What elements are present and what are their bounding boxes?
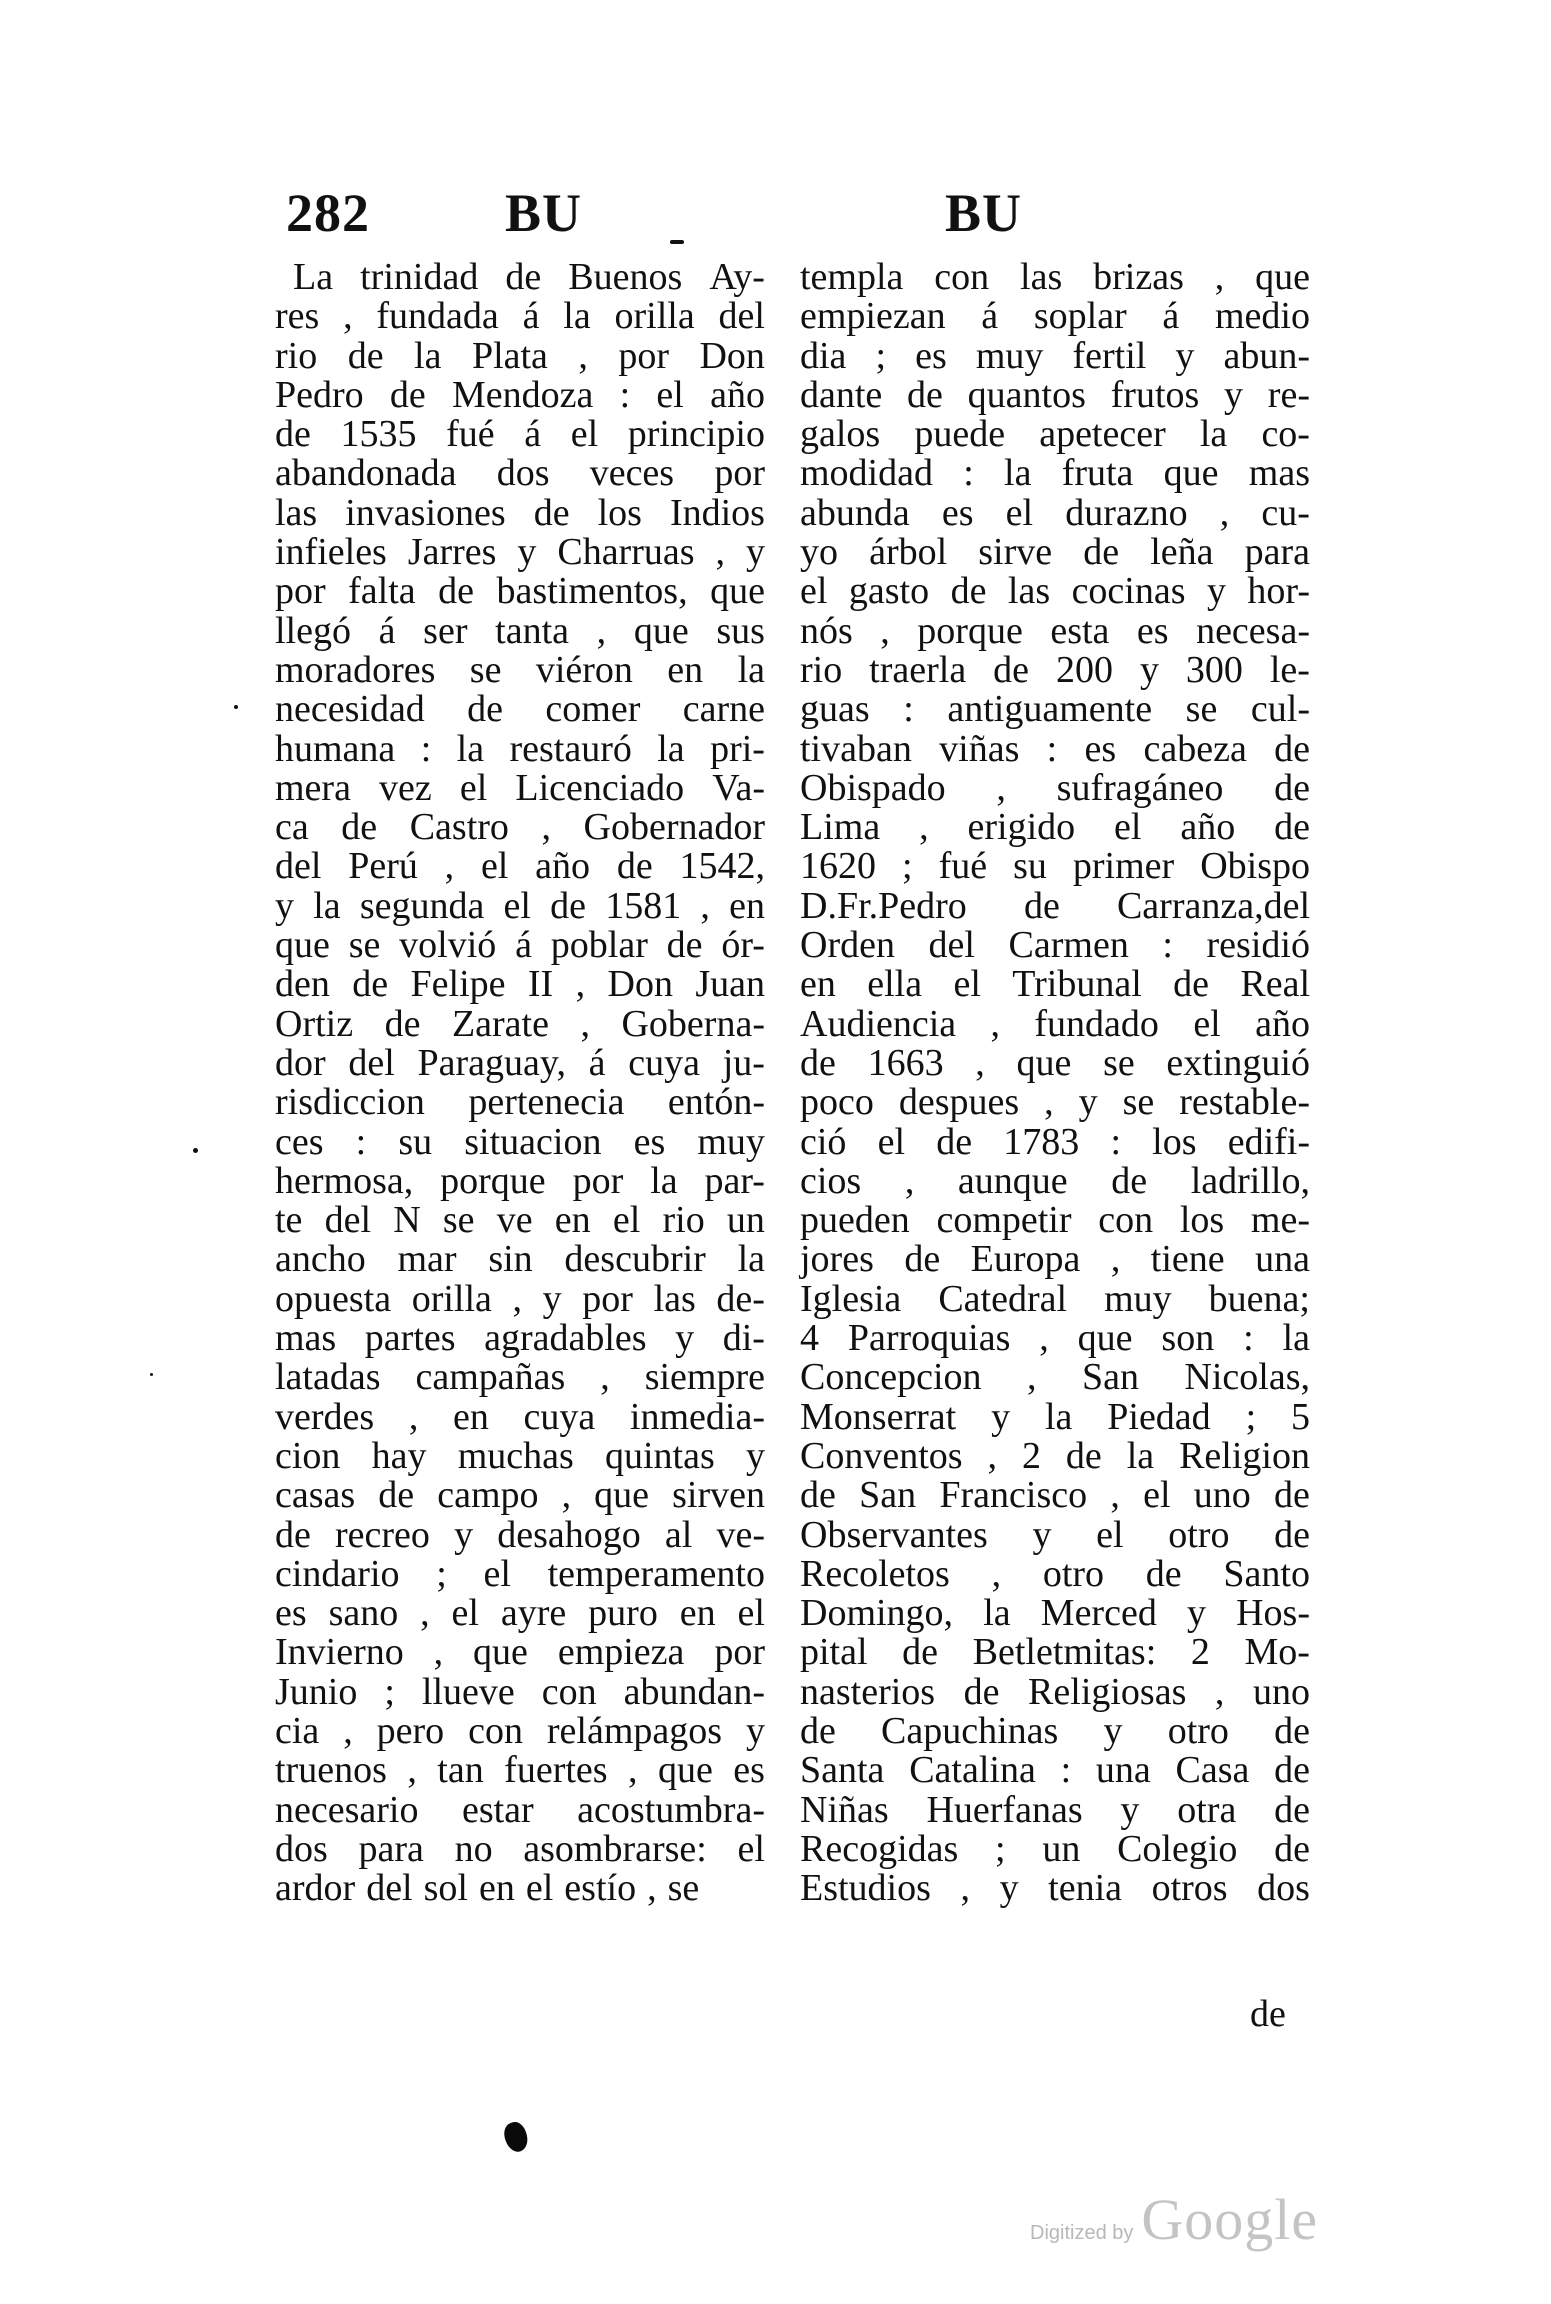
text-line: pital de Betletmitas: 2 Mo- [800, 1631, 1310, 1674]
text-line: opuesta orilla , y por las de- [275, 1277, 765, 1320]
text-line: Estudios , y tenia otros dos [800, 1867, 1310, 1910]
text-line: Audiencia , fundado el año [800, 1002, 1310, 1045]
text-line: poco despues , y se restable- [800, 1081, 1310, 1124]
text-line: tivaban viñas : es cabeza de [800, 727, 1310, 770]
text-line: 1620 ; fué su primer Obispo [800, 845, 1310, 888]
page-number: 282 [286, 183, 370, 243]
text-line: hermosa, porque por la par- [275, 1159, 765, 1202]
right-text-column [800, 255, 1310, 1910]
text-line: dante de quantos frutos y re- [800, 373, 1310, 416]
ink-speck [670, 240, 684, 244]
text-line: en ella el Tribunal de Real [800, 963, 1310, 1006]
text-line: cios , aunque de ladrillo, [800, 1159, 1310, 1202]
text-line: y la segunda el de 1581 , en [275, 884, 765, 927]
text-line: abunda es el durazno , cu- [800, 491, 1310, 534]
text-line: de Capuchinas y otro de [800, 1709, 1310, 1752]
text-line: res , fundada á la orilla del [275, 295, 765, 338]
text-line: las invasiones de los Indios [275, 491, 765, 534]
running-head-right: BU [945, 183, 1023, 243]
text-line: galos puede apetecer la co- [800, 413, 1310, 456]
text-line: jores de Europa , tiene una [800, 1238, 1310, 1281]
text-line: templa con las brizas , que [800, 256, 1310, 298]
left-text-column [275, 255, 765, 1910]
text-line: Domingo, la Merced y Hos- [800, 1592, 1310, 1635]
text-line: risdiccion pertenecia entón- [275, 1081, 765, 1124]
text-line: cindario ; el temperamento [275, 1552, 765, 1595]
text-line: empiezan á soplar á medio [800, 295, 1310, 338]
text-line: Recoletos , otro de Santo [800, 1552, 1310, 1595]
text-line: latadas campañas , siempre [275, 1356, 765, 1399]
text-line: Pedro de Mendoza : el año [275, 373, 765, 416]
catchword: de [1250, 1993, 1286, 2035]
text-line: llegó á ser tanta , que sus [275, 609, 765, 652]
text-line: Niñas Huerfanas y otra de [800, 1788, 1310, 1831]
text-line: pueden competir con los me- [800, 1199, 1310, 1242]
text-line: Recogidas ; un Colegio de [800, 1827, 1310, 1870]
text-line: moradores se viéron en la [275, 648, 765, 691]
text-line: Conventos , 2 de la Religion [800, 1434, 1310, 1477]
ink-speck [150, 1373, 153, 1376]
digitized-watermark [1030, 2186, 1319, 2252]
text-line: verdes , en cuya inmedia- [275, 1395, 765, 1438]
ink-speck [234, 705, 238, 709]
text-line: abandonada dos veces por [275, 452, 765, 495]
text-line: Concepcion , San Nicolas, [800, 1356, 1310, 1399]
text-line: truenos , tan fuertes , que es [275, 1749, 765, 1792]
text-line: necesario estar acostumbra- [275, 1788, 765, 1831]
text-line: guas : antiguamente se cul- [800, 688, 1310, 731]
google-logo: Google [1141, 2187, 1319, 2252]
text-line: dia ; es muy fertil y abun- [800, 334, 1310, 377]
text-line: ca de Castro , Gobernador [275, 806, 765, 849]
text-line: ces : su situacion es muy [275, 1120, 765, 1163]
text-line: te del N se ve en el rio un [275, 1199, 765, 1242]
text-line: Ortiz de Zarate , Goberna- [275, 1002, 765, 1045]
text-line: Santa Catalina : una Casa de [800, 1749, 1310, 1792]
text-line: rio traerla de 200 y 300 le- [800, 648, 1310, 691]
text-line: necesidad de comer carne [275, 688, 765, 731]
text-line: el gasto de las cocinas y hor- [800, 570, 1310, 613]
text-line: D.Fr.Pedro de Carranza,del [800, 884, 1310, 927]
text-line: Obispado , sufragáneo de [800, 766, 1310, 809]
text-line: modidad : la fruta que mas [800, 452, 1310, 495]
text-line: Observantes y el otro de [800, 1513, 1310, 1556]
text-line: de recreo y desahogo al ve- [275, 1513, 765, 1556]
text-line: nós , porque esta es necesa- [800, 609, 1310, 652]
text-line: por falta de bastimentos, que [275, 570, 765, 613]
text-line: dos para no asombrarse: el [275, 1827, 765, 1870]
text-line: humana : la restauró la pri- [275, 727, 765, 770]
text-line: Orden del Carmen : residió [800, 924, 1310, 967]
text-line: mera vez el Licenciado Va- [275, 766, 765, 809]
text-line: ció el de 1783 : los edifi- [800, 1120, 1310, 1163]
text-line: de 1535 fué á el principio [275, 413, 765, 456]
text-line: Lima , erigido el año de [800, 806, 1310, 849]
text-line: mas partes agradables y di- [275, 1317, 765, 1360]
text-line: nasterios de Religiosas , uno [800, 1670, 1310, 1713]
text-line: Invierno , que empieza por [275, 1631, 765, 1674]
text-line: casas de campo , que sirven [275, 1474, 765, 1517]
text-line: de San Francisco , el uno de [800, 1474, 1310, 1517]
text-line: infieles Jarres y Charruas , y [275, 531, 765, 574]
text-line: de 1663 , que se extinguió [800, 1041, 1310, 1084]
text-line: rio de la Plata , por Don [275, 334, 765, 377]
text-line: ancho mar sin descubrir la [275, 1238, 765, 1281]
text-line: 4 Parroquias , que son : la [800, 1317, 1310, 1360]
running-head-left: BU [505, 183, 583, 243]
text-line: den de Felipe II , Don Juan [275, 963, 765, 1006]
text-line: dor del Paraguay, á cuya ju- [275, 1041, 765, 1084]
text-line: que se volvió á poblar de ór- [275, 924, 765, 967]
text-line: del Perú , el año de 1542, [275, 845, 765, 888]
text-line: Iglesia Catedral muy buena; [800, 1277, 1310, 1320]
watermark-caption: Digitized by [1030, 2222, 1134, 2244]
text-line: Monserrat y la Piedad ; 5 [800, 1395, 1310, 1438]
ink-blot [501, 2119, 532, 2155]
text-line: yo árbol sirve de leña para [800, 531, 1310, 574]
text-line: cion hay muchas quintas y [275, 1434, 765, 1477]
text-line: ardor del sol en el estío , se [275, 1867, 700, 1910]
text-line: cia , pero con relámpagos y [275, 1709, 765, 1752]
text-line: La trinidad de Buenos Ay- [293, 256, 765, 298]
text-line: es sano , el ayre puro en el [275, 1592, 765, 1635]
text-line: Junio ; llueve con abundan- [275, 1670, 765, 1713]
ink-speck [193, 1148, 198, 1153]
